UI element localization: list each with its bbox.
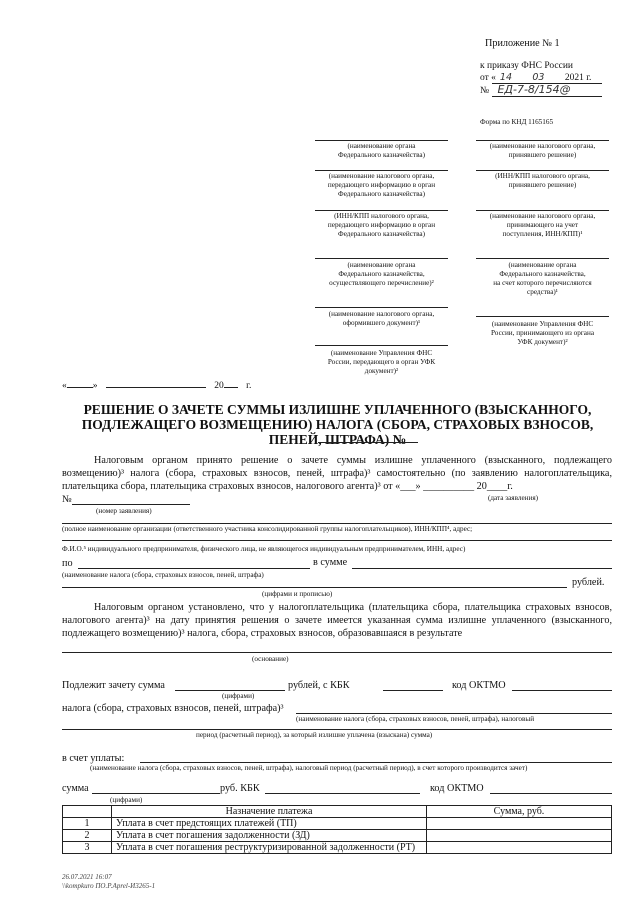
table-header-cell (63, 806, 112, 818)
paragraph-established: Налоговым органом установлено, что у налогоплательщика (плательщика сбора, плательщика страховых взносов, налогового агента)³ на дату принятия решения о зачете имеется указанная сумма излишне уплаченного (взысканного, подлежащего возмещению)³ налога, сбора, страховых взносов, образовавшаяся в результате (62, 602, 612, 639)
order-month: 03 (532, 72, 545, 83)
form-code: Форма по КНД 1165165 (480, 118, 554, 126)
table-row (63, 818, 612, 830)
sum-caption: (цифрами и прописью) (262, 590, 333, 598)
table-header-cell: Сумма, руб. (427, 806, 612, 818)
application-no-label: № (62, 494, 72, 505)
order-date: от « 14 03 2021 г. (480, 72, 592, 83)
account-label: в счет уплаты: (62, 753, 125, 764)
offset-rub-kbk: рублей, с КБК (288, 680, 350, 691)
caption-ufns-sending: (наименование Управления ФНС России, передающего в орган УФК документ)² (327, 349, 436, 375)
period-caption: период (расчетный период), за который излишне уплачена (взыскана) сумма) (196, 731, 433, 739)
appendix-label: Приложение № 1 (485, 38, 560, 49)
table-header-row (63, 806, 612, 818)
table-cell-sum (427, 842, 612, 854)
table-cell-purpose: Уплата в счет погашения реструктуризированной задолженности (РТ) (112, 842, 427, 854)
caption-tax-body-sending: (наименование налогового органа, передающего информацию в орган Федерального казначейства) (327, 172, 436, 198)
payment-table (62, 805, 612, 854)
paragraph-decision: Налоговым органом принято решение о зачете суммы излишне уплаченного (взысканного, подлежащего возмещению)³ налога (сбора, страховых взносов, пеней, штрафа)³ самостоятельно (по заявлению налогоплательщика, плательщика сбора, плательщика страховых взносов, налогового агента)³ от «___» __________ 20____г. (62, 455, 612, 492)
table-header-cell: Назначение платежа (112, 806, 427, 818)
caption-treasury-transfer: (наименование органа Федерального казначейства, осуществляющего перечисление)² (329, 261, 434, 287)
basis-caption: (основание) (252, 655, 289, 663)
tax-line-caption: (наименование налога (сбора, страховых взносов, пеней, штрафа), налоговый (296, 715, 535, 723)
in-sum-label: в сумме (313, 557, 348, 568)
digits2-caption: (цифрами) (110, 796, 143, 804)
caption-tax-body-receiving: (наименование налогового органа, принимающего на учет поступления, ИНН/КПП)¹ (489, 212, 596, 238)
po-label: по (62, 558, 73, 569)
order-number: № ЕД-7-8/154@ (480, 83, 571, 96)
decision-date: « » 20 г. (62, 381, 252, 391)
offset-sum-label: Подлежит зачету сумма (62, 680, 165, 691)
oktmo-label: код ОКТМО (452, 680, 506, 691)
table-cell-purpose: Уплата в счет погашения задолженности (ЗД) (112, 830, 427, 842)
caption-tax-body-decision: (наименование налогового органа, принявшего решение) (489, 142, 596, 159)
caption-treasury-account: (наименование органа Федерального казначейства, на счет которого перечисляются средства)¹ (493, 261, 592, 296)
caption-treasury: (наименование органа Федерального казначейства) (338, 142, 425, 159)
oktmo2-label: код ОКТМО (430, 783, 484, 794)
table-cell-sum (427, 818, 612, 830)
application-date-caption: (дата заявления) (488, 494, 539, 502)
order-year: 2021 г. (564, 73, 592, 83)
order-line: к приказу ФНС России (480, 61, 573, 71)
table-cell-number: 3 (63, 842, 112, 854)
caption-inn-kpp-decision: (ИНН/КПП налогового органа, принявшего решение) (495, 172, 590, 189)
fio-caption: Ф.И.О.⁵ индивидуального предпринимателя, физического лица, не являющегося индивидуальным предпринимателем, ИНН, адрес) (62, 545, 466, 553)
org-caption: (полное наименование организации (ответственного участника консолидированной группы налогоплательщиков), ИНН/КПП⁴, адрес; (62, 525, 473, 533)
sum-label: сумма (62, 783, 89, 794)
table-cell-number: 2 (63, 830, 112, 842)
order-number-value: ЕД-7-8/154@ (497, 83, 571, 96)
rubles-label: рублей. (572, 577, 605, 588)
table-cell-number: 1 (63, 818, 112, 830)
table-cell-sum (427, 830, 612, 842)
table-cell-purpose: Уплата в счет предстоящих платежей (ТП) (112, 818, 427, 830)
tax-caption: (наименование налога (сбора, страховых взносов, пеней, штрафа) (62, 571, 264, 579)
rub-kbk-label: руб. КБК (220, 783, 260, 794)
account-caption: (наименование налога (сбора, страховых взносов, пеней, штрафа), налоговый период (расчетный период), в счет которого производится зачет) (90, 764, 528, 772)
application-no-caption: (номер заявления) (96, 507, 152, 515)
footer-path: \\kompkuro ПО.Р.Aprel-И3265-1 (62, 882, 156, 890)
table-row (63, 842, 612, 854)
tax-line-label: налога (сбора, страховых взносов, пеней, штрафа)³ (62, 703, 284, 714)
order-day: 14 (499, 72, 512, 83)
caption-ufns-receiving: (наименование Управления ФНС России, принимающего из органа УФК документ)² (490, 320, 595, 346)
page-title: РЕШЕНИЕ О ЗАЧЕТЕ СУММЫ ИЗЛИШНЕ УПЛАЧЕННОГО (ВЗЫСКАННОГО, ПОДЛЕЖАЩЕГО ВОЗМЕЩЕНИЮ) НАЛОГА (СБОРА, СТРАХОВЫХ ВЗНОСОВ, ПЕНЕЙ, ШТРАФА) № (81, 402, 594, 447)
footer-timestamp: 26.07.2021 16:07 (62, 873, 112, 881)
table-row (63, 830, 612, 842)
caption-inn-kpp-sending: (ИНН/КПП налогового органа, передающего информацию в орган Федерального казначейства) (327, 212, 436, 238)
caption-tax-body-issuer: (наименование налогового органа, оформившего документ)¹ (328, 310, 435, 327)
digits-caption: (цифрами) (222, 692, 255, 700)
